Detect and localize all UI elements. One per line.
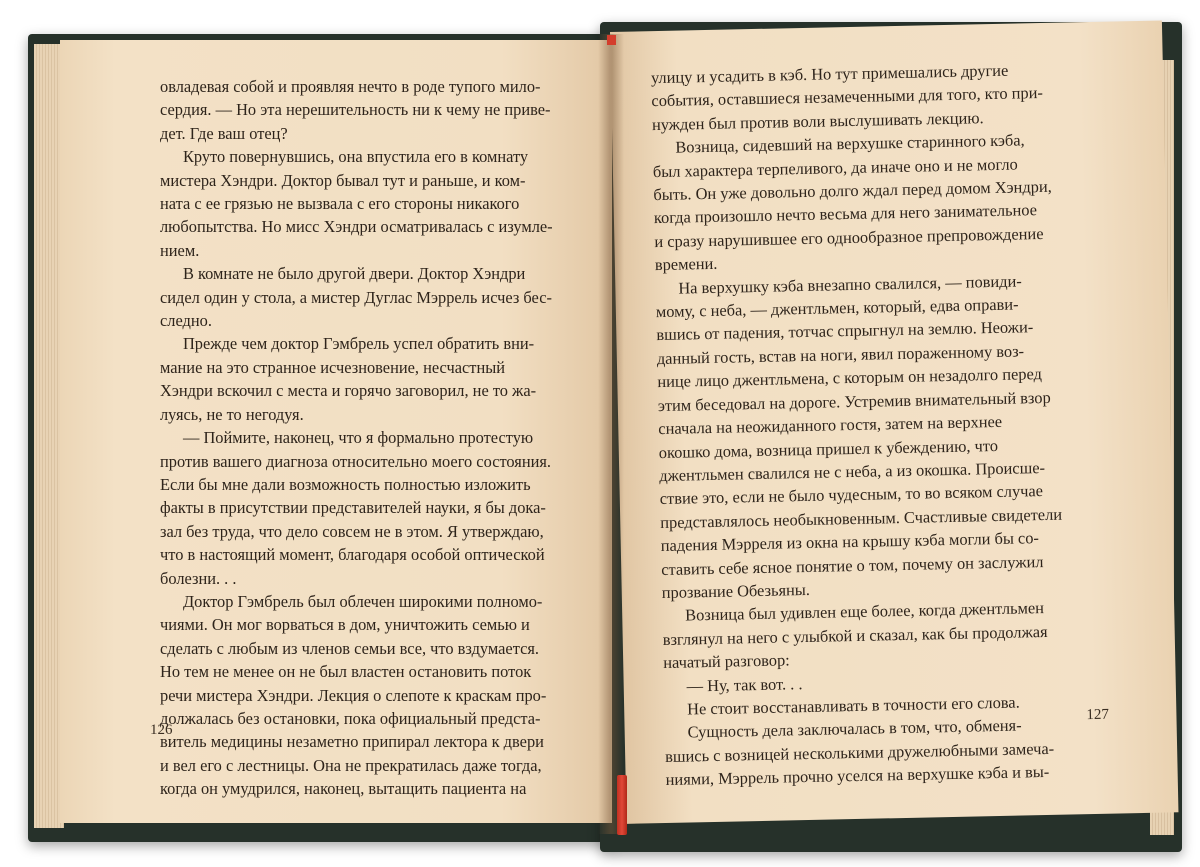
- text-line: Круто повернувшись, она впустила его в комнату: [182, 147, 529, 167]
- text-line: вшись с возницей несколькими дружелюбными замеча-: [664, 738, 1055, 766]
- text-line: В комнате не было другой двери. Доктор Хэндри: [182, 264, 526, 284]
- book-gutter: [598, 34, 624, 834]
- text-line: зал без труда, что дело совсем не в этом. Я утверждаю,: [160, 521, 544, 541]
- text-line: Не стоит восстанавливать в точности его слова.: [686, 692, 1020, 719]
- bookmark-ribbon: [617, 775, 627, 835]
- text-line: нице лицо джентльмена, с которым он незадолго перед: [657, 364, 1043, 392]
- text-line: события, оставшиеся незамеченными для того, кто при-: [651, 83, 1044, 111]
- text-line: ставить себе ясное понятие о том, почему он заслужил: [661, 551, 1044, 579]
- text-line: мому, с неба, — джентльмен, который, едва оправи-: [655, 294, 1019, 322]
- text-line: данный гость, встав на ноги, явил пораженному воз-: [656, 341, 1025, 368]
- left-page-number: 126: [150, 722, 173, 738]
- text-line: сделать с любым из членов семьи все, что вздумается.: [160, 638, 539, 658]
- text-line: Прежде чем доктор Гэмбрель успел обратить вни-: [182, 334, 535, 354]
- text-line: должалась без остановки, пока официальный предста-: [160, 708, 541, 728]
- text-line: Но тем не менее он не был властен остановить поток: [160, 662, 532, 682]
- text-line: ниями, Мэррель прочно уселся на верхушке кэба и вы-: [665, 762, 1050, 790]
- text-line: вшись от падения, тотчас спрыгнул на землю. Неожи-: [656, 317, 1034, 345]
- text-line: сердия. — Но эта нерешительность ни к чему не приве-: [160, 100, 551, 120]
- text-line: дет. Где ваш отец?: [160, 123, 288, 143]
- left-page-text: [160, 75, 585, 801]
- text-line: когда он умудрился, наконец, вытащить пациента на: [160, 779, 527, 799]
- text-line: прозвание Обезьяны.: [661, 579, 811, 602]
- right-page: [610, 20, 1178, 823]
- text-line: был характера терпеливого, да иначе оно и не могло: [652, 154, 1018, 181]
- text-line: сидел один у стола, а мистер Дуглас Мэррель исчез бес-: [160, 287, 552, 307]
- text-line: Возница, сидевший на верхушке старинного кэба,: [675, 130, 1025, 157]
- text-line: чиями. Он мог ворваться в дом, уничтожить семью и: [160, 615, 530, 635]
- text-line: — Ну, так вот. . .: [686, 673, 803, 696]
- text-line: окошко дома, возница пришел к убеждению, что: [658, 435, 999, 462]
- text-line: взглянул на него с улыбкой и сказал, как бы продолжая: [662, 621, 1048, 649]
- text-line: любопытства. Но мисс Хэндри осматривалась с изумле-: [160, 217, 553, 237]
- text-line: быть. Он уже довольно долго ждал перед домом Хэндри,: [653, 176, 1052, 205]
- right-page-number: 127: [1086, 706, 1110, 724]
- text-line: болезни. . .: [160, 568, 237, 588]
- bookmark-ribbon-top: [607, 35, 616, 45]
- text-line: Сущность дела заключалась в том, что, обменя-: [687, 715, 1022, 742]
- text-line: когда произошло нечто весьма для него занимательное: [653, 200, 1038, 228]
- text-line: — Поймите, наконец, что я формально протестую: [182, 428, 534, 448]
- left-page: [60, 40, 612, 823]
- text-line: На верхушку кэба внезапно свалился, — повиди-: [678, 271, 1022, 298]
- text-line: ната с ее грязью не вызвала с его стороны никакого: [160, 194, 520, 214]
- text-line: ствие это, если не было чудесным, то во всяком случае: [659, 481, 1044, 509]
- text-line: факты в присутствии представителей науки, я бы дока-: [160, 498, 546, 518]
- text-line: мистера Хэндри. Доктор бывал тут и раньше, и ком-: [160, 170, 526, 190]
- text-line: улицу и усадить в кэб. Но тут примешались другие: [650, 60, 1009, 88]
- text-line: времени.: [654, 254, 718, 275]
- text-line: представлялось необыкновенным. Счастливые свидетели: [660, 504, 1063, 532]
- text-line: нужден был против воли выслушивать лекцию.: [651, 108, 984, 134]
- right-page-text: [651, 57, 1092, 791]
- text-line: и сразу нарушившее его однообразное препровождение: [654, 223, 1044, 251]
- text-line: и вел его с лестницы. Она не прекратилась даже тогда,: [160, 755, 542, 775]
- text-line: овладевая собой и проявляя нечто в роде тупого мило-: [160, 77, 541, 96]
- text-line: мание на это странное исчезновение, несчастный: [160, 357, 506, 377]
- text-line: витель медицины незаметно припирал лектора к двери: [160, 732, 544, 752]
- text-line: падения Мэрреля из окна на крышу кэба могли бы со-: [660, 528, 1040, 556]
- text-line: этим беседовал на дороге. Устремив внимательный взор: [657, 387, 1051, 415]
- text-line: следно.: [160, 311, 212, 331]
- text-line: джентльмен свалился не с неба, а из окошка. Происше-: [659, 457, 1046, 485]
- text-line: начатый разговор:: [663, 650, 790, 673]
- text-line: Если бы мне дали возможность полностью изложить: [160, 474, 531, 494]
- text-line: сначала на неожиданного гостя, затем на верхнее: [658, 411, 1003, 439]
- text-line: Хэндри вскочил с места и горячо заговорил, не то жа-: [160, 381, 537, 401]
- text-line: против вашего диагноза относительно моего состояния.: [160, 451, 552, 471]
- text-line: луясь, не то негодуя.: [160, 404, 304, 424]
- text-line: речи мистера Хэндри. Лекция о слепоте к краскам про-: [160, 685, 547, 705]
- text-line: Доктор Гэмбрель был облечен широкими полномо-: [182, 591, 543, 611]
- text-line: что в настоящий момент, благодаря особой оптической: [160, 545, 545, 565]
- text-line: Возница был удивлен еще более, когда джентльмен: [684, 598, 1045, 625]
- text-line: нием.: [160, 240, 200, 260]
